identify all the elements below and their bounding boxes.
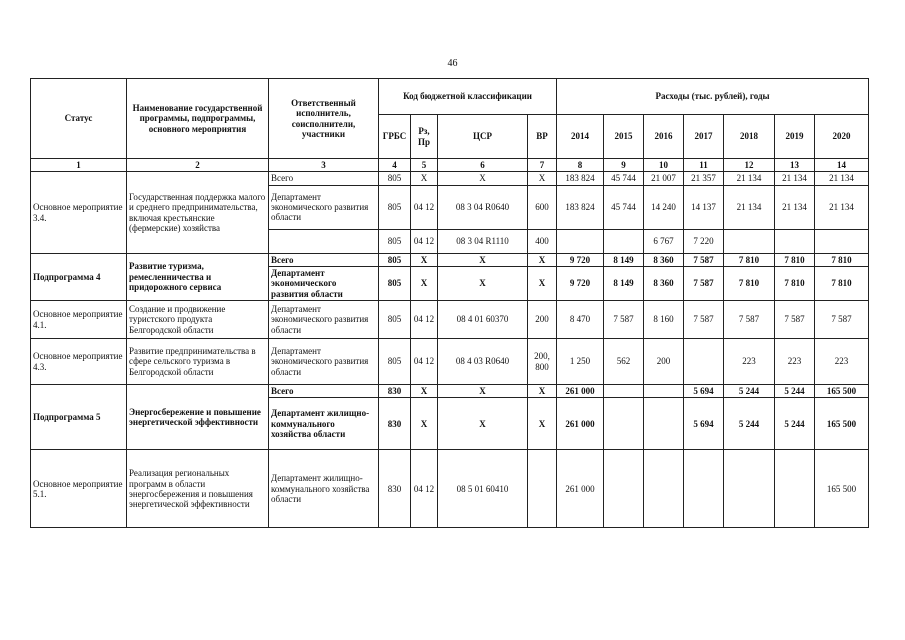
executor-cell: Департамент жилищно-коммунального хозяйства области — [269, 450, 379, 528]
expense-cell: 1 250 — [557, 339, 604, 385]
header-csr: ЦСР — [438, 115, 528, 159]
expense-cell — [644, 450, 684, 528]
column-number: 3 — [269, 159, 379, 172]
expense-cell: 8 149 — [604, 253, 644, 266]
expense-cell: 223 — [815, 339, 869, 385]
expense-cell: 261 000 — [557, 385, 604, 398]
expense-cell: 7 810 — [724, 267, 775, 301]
status-cell: Основное мероприятие 4.1. — [31, 301, 127, 339]
grbs-cell: 805 — [379, 185, 411, 229]
rzpr-cell: Х — [411, 267, 438, 301]
expense-cell: 45 744 — [604, 172, 644, 185]
expense-cell: 261 000 — [557, 398, 604, 450]
header-rzpr: Рз, Пр — [411, 115, 438, 159]
header-year: 2014 — [557, 115, 604, 159]
vr-cell: Х — [528, 385, 557, 398]
expense-cell — [815, 229, 869, 253]
executor-cell: Департамент экономического развития области — [269, 339, 379, 385]
executor-cell — [269, 229, 379, 253]
rzpr-cell: 04 12 — [411, 450, 438, 528]
status-cell: Основное мероприятие 3.4. — [31, 172, 127, 253]
expense-cell: 8 470 — [557, 301, 604, 339]
column-number: 8 — [557, 159, 604, 172]
table-row — [31, 450, 869, 528]
rzpr-cell: 04 12 — [411, 339, 438, 385]
vr-cell: Х — [528, 253, 557, 266]
rzpr-cell: 04 12 — [411, 301, 438, 339]
vr-cell: Х — [528, 398, 557, 450]
column-number: 4 — [379, 159, 411, 172]
column-number: 14 — [815, 159, 869, 172]
expense-cell: 7 587 — [775, 301, 815, 339]
name-cell: Реализация региональных программ в области энергосбережения и повышения энергетической эффективности — [127, 450, 269, 528]
rzpr-cell: Х — [411, 172, 438, 185]
expense-cell: 21 134 — [724, 172, 775, 185]
expense-cell: 165 500 — [815, 398, 869, 450]
expense-cell: 21 134 — [775, 172, 815, 185]
header-year: 2018 — [724, 115, 775, 159]
header-expenses: Расходы (тыс. рублей), годы — [557, 79, 869, 115]
vr-cell: Х — [528, 267, 557, 301]
executor-cell: Департамент экономического развития области — [269, 185, 379, 229]
header-name: Наименование государственной программы, подпрограммы, основного мероприятия — [127, 79, 269, 159]
status-cell: Подпрограмма 5 — [31, 385, 127, 450]
expense-cell — [724, 450, 775, 528]
expense-cell: 7 587 — [684, 301, 724, 339]
name-cell: Энергосбережение и повышение энергетической эффективности — [127, 385, 269, 450]
header-year: 2020 — [815, 115, 869, 159]
expense-cell: 562 — [604, 339, 644, 385]
csr-cell: 08 4 03 R0640 — [438, 339, 528, 385]
expense-cell: 8 160 — [644, 301, 684, 339]
expense-cell: 5 244 — [775, 398, 815, 450]
expense-cell — [775, 229, 815, 253]
name-cell: Развитие предпринимательства в сфере сельского туризма в Белгородской области — [127, 339, 269, 385]
executor-cell: Департамент экономического развития области — [269, 267, 379, 301]
header-year: 2015 — [604, 115, 644, 159]
grbs-cell: 805 — [379, 267, 411, 301]
header-status: Статус — [31, 79, 127, 159]
expense-cell: 6 767 — [644, 229, 684, 253]
expense-cell — [644, 398, 684, 450]
table-row — [31, 172, 869, 185]
expense-cell: 165 500 — [815, 450, 869, 528]
column-number: 10 — [644, 159, 684, 172]
expense-cell: 7 810 — [775, 253, 815, 266]
column-number: 9 — [604, 159, 644, 172]
vr-cell: 200, 800 — [528, 339, 557, 385]
expense-cell: 183 824 — [557, 185, 604, 229]
csr-cell: Х — [438, 398, 528, 450]
expense-cell: 7 587 — [815, 301, 869, 339]
expense-cell: 5 244 — [724, 398, 775, 450]
vr-cell: 200 — [528, 301, 557, 339]
expense-cell — [684, 450, 724, 528]
vr-cell — [528, 450, 557, 528]
csr-cell: 08 4 01 60370 — [438, 301, 528, 339]
executor-cell: Департамент жилищно-коммунального хозяйства области — [269, 398, 379, 450]
csr-cell: 08 3 04 R1110 — [438, 229, 528, 253]
expense-cell: 7 587 — [684, 253, 724, 266]
column-number: 11 — [684, 159, 724, 172]
expense-cell: 21 134 — [815, 185, 869, 229]
expense-cell: 7 810 — [775, 267, 815, 301]
expense-cell: 8 360 — [644, 253, 684, 266]
expense-cell — [684, 339, 724, 385]
expense-cell: 223 — [775, 339, 815, 385]
vr-cell: 600 — [528, 185, 557, 229]
grbs-cell: 830 — [379, 450, 411, 528]
grbs-cell: 805 — [379, 301, 411, 339]
expense-cell: 7 587 — [604, 301, 644, 339]
column-number: 6 — [438, 159, 528, 172]
table-row — [31, 385, 869, 398]
header-year: 2016 — [644, 115, 684, 159]
expense-cell: 21 134 — [775, 185, 815, 229]
expense-cell — [557, 229, 604, 253]
column-number: 7 — [528, 159, 557, 172]
header-year: 2019 — [775, 115, 815, 159]
table-row — [31, 339, 869, 385]
header-grbs: ГРБС — [379, 115, 411, 159]
expense-cell — [604, 450, 644, 528]
executor-cell: Департамент экономического развития области — [269, 301, 379, 339]
expense-cell: 14 240 — [644, 185, 684, 229]
expense-cell — [604, 398, 644, 450]
rzpr-cell: 04 12 — [411, 229, 438, 253]
status-cell: Основное мероприятие 5.1. — [31, 450, 127, 528]
expense-cell: 5 694 — [684, 398, 724, 450]
grbs-cell: 830 — [379, 398, 411, 450]
name-cell: Создание и продвижение туристского продукта Белгородской области — [127, 301, 269, 339]
expense-cell: 7 810 — [815, 253, 869, 266]
column-number: 12 — [724, 159, 775, 172]
status-cell: Подпрограмма 4 — [31, 253, 127, 300]
expense-cell — [775, 450, 815, 528]
header-kbk: Код бюджетной классификации — [379, 79, 557, 115]
name-cell: Развитие туризма, ремесленничества и придорожного сервиса — [127, 253, 269, 300]
expense-cell: 8 360 — [644, 267, 684, 301]
rzpr-cell: Х — [411, 385, 438, 398]
vr-cell: 400 — [528, 229, 557, 253]
budget-table — [30, 78, 869, 528]
column-number: 5 — [411, 159, 438, 172]
csr-cell: Х — [438, 267, 528, 301]
vr-cell: Х — [528, 172, 557, 185]
name-cell: Государственная поддержка малого и среднего предпринимательства, включая крестьянские (фермерские) хозяйства — [127, 172, 269, 253]
grbs-cell: 805 — [379, 253, 411, 266]
column-number-row — [31, 159, 869, 172]
table-body — [31, 172, 869, 528]
expense-cell: 223 — [724, 339, 775, 385]
expense-cell — [604, 229, 644, 253]
expense-cell: 21 134 — [724, 185, 775, 229]
column-number: 2 — [127, 159, 269, 172]
executor-cell: Всего — [269, 253, 379, 266]
status-cell: Основное мероприятие 4.3. — [31, 339, 127, 385]
expense-cell: 7 587 — [724, 301, 775, 339]
csr-cell: Х — [438, 253, 528, 266]
expense-cell: 200 — [644, 339, 684, 385]
expense-cell: 21 007 — [644, 172, 684, 185]
executor-cell: Всего — [269, 385, 379, 398]
expense-cell: 21 357 — [684, 172, 724, 185]
expense-cell: 8 149 — [604, 267, 644, 301]
rzpr-cell: Х — [411, 398, 438, 450]
header-year: 2017 — [684, 115, 724, 159]
expense-cell: 9 720 — [557, 253, 604, 266]
expense-cell — [724, 229, 775, 253]
expense-cell: 261 000 — [557, 450, 604, 528]
executor-cell: Всего — [269, 172, 379, 185]
csr-cell: Х — [438, 385, 528, 398]
expense-cell: 183 824 — [557, 172, 604, 185]
expense-cell: 9 720 — [557, 267, 604, 301]
expense-cell: 5 244 — [775, 385, 815, 398]
csr-cell: 08 5 01 60410 — [438, 450, 528, 528]
expense-cell: 7 587 — [684, 267, 724, 301]
grbs-cell: 830 — [379, 385, 411, 398]
rzpr-cell: Х — [411, 253, 438, 266]
grbs-cell: 805 — [379, 229, 411, 253]
expense-cell: 45 744 — [604, 185, 644, 229]
expense-cell: 14 137 — [684, 185, 724, 229]
table-row — [31, 301, 869, 339]
column-number: 1 — [31, 159, 127, 172]
column-number: 13 — [775, 159, 815, 172]
page-number: 46 — [447, 58, 458, 69]
rzpr-cell: 04 12 — [411, 185, 438, 229]
csr-cell: 08 3 04 R0640 — [438, 185, 528, 229]
grbs-cell: 805 — [379, 339, 411, 385]
expense-cell: 21 134 — [815, 172, 869, 185]
expense-cell — [644, 385, 684, 398]
expense-cell: 5 244 — [724, 385, 775, 398]
expense-cell: 165 500 — [815, 385, 869, 398]
expense-cell: 5 694 — [684, 385, 724, 398]
header-executor: Ответственный исполнитель, соисполнители, участники — [269, 79, 379, 159]
grbs-cell: 805 — [379, 172, 411, 185]
table-row — [31, 253, 869, 266]
expense-cell: 7 220 — [684, 229, 724, 253]
expense-cell — [604, 385, 644, 398]
expense-cell: 7 810 — [815, 267, 869, 301]
expense-cell: 7 810 — [724, 253, 775, 266]
header-vr: ВР — [528, 115, 557, 159]
csr-cell: Х — [438, 172, 528, 185]
